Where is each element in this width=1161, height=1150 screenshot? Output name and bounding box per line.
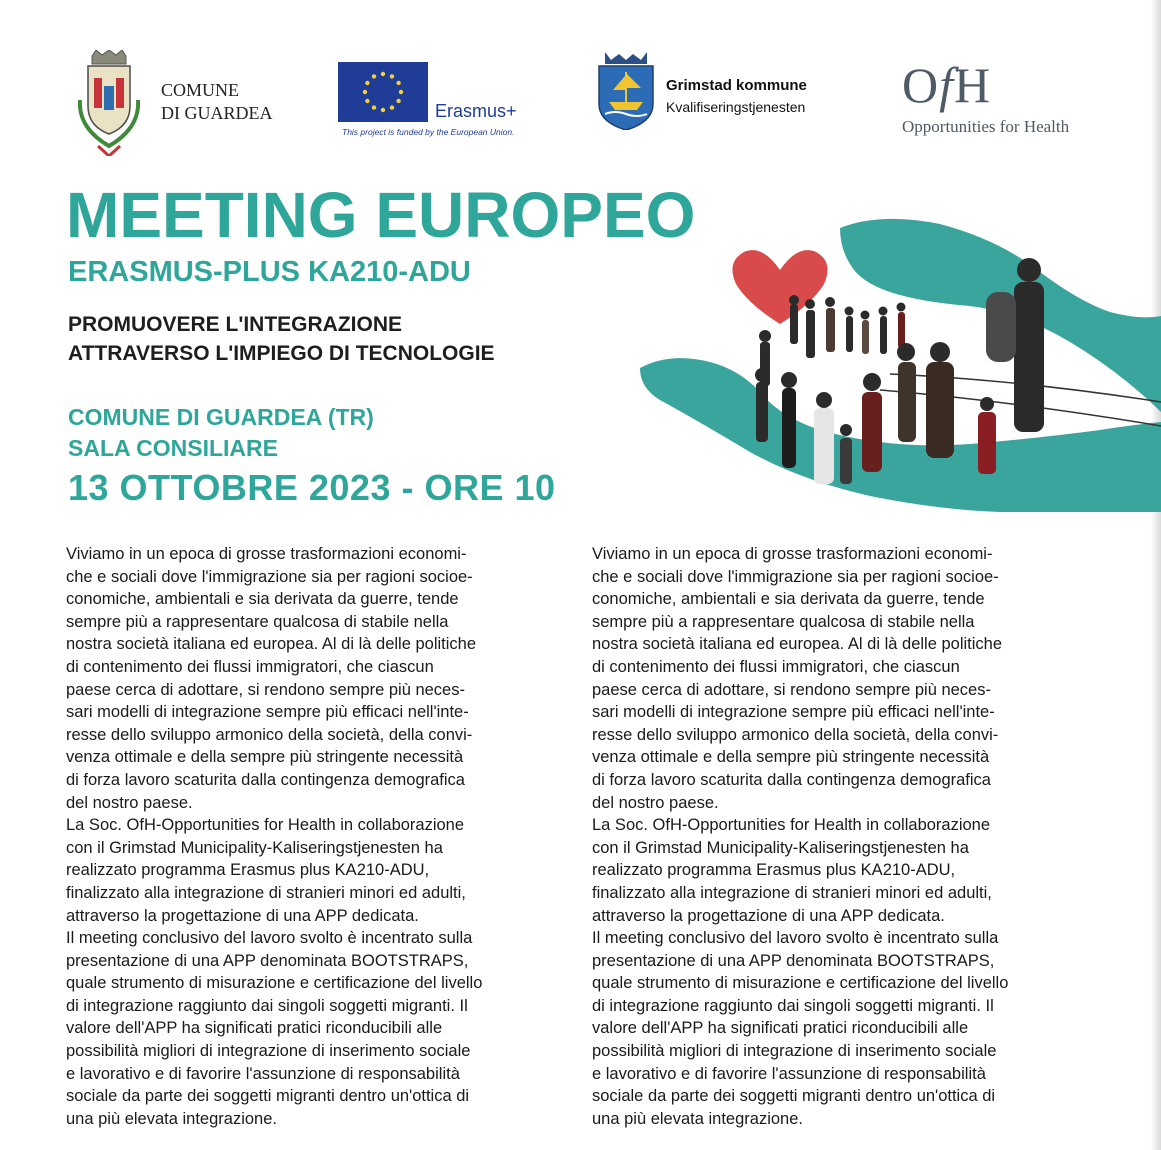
- body-line: conomiche, ambientali e sia derivata da guerre, tende: [592, 590, 985, 609]
- body-line: Viviamo in un epoca di grosse trasformazioni economi-: [66, 545, 467, 563]
- body-line: presentazione di una APP denominata BOOTSTRAPS,: [66, 951, 469, 970]
- eu-flag-icon: [338, 62, 428, 122]
- comune-line-2: DI GUARDEA: [161, 103, 273, 123]
- body-line: e lavorativo e di favorire l'assunzione di responsabilità: [592, 1064, 986, 1083]
- body-line: Viviamo in un epoca di grosse trasformazioni economi-: [592, 545, 993, 563]
- body-line: del nostro paese.: [66, 793, 193, 812]
- grimstad-name: Grimstad kommune: [666, 77, 807, 94]
- page-title: MEETING EUROPEO: [66, 179, 696, 251]
- body-line: possibilità migliori di integrazione di inserimento sociale: [66, 1042, 471, 1061]
- body-line: e lavorativo e di favorire l'assunzione di responsabilità: [66, 1064, 460, 1083]
- body-line: quale strumento di misurazione e certificazione del livello: [66, 974, 483, 993]
- body-line: con il Grimstad Municipality-Kaliseringstjenesten ha: [66, 838, 443, 857]
- body-line: attraverso la progettazione di una APP dedicata.: [592, 906, 945, 925]
- body-line: paese cerca di adottare, si rendono sempre più neces-: [592, 680, 991, 699]
- body-line: di contenimento dei flussi immigratori, che ciascun: [66, 657, 434, 676]
- body-line: resse dello sviluppo armonico della società, della convi-: [66, 725, 473, 744]
- page-edge-shadow: [1151, 0, 1161, 1150]
- body-line: di forza lavoro scaturita dalla contingenza demografica: [66, 770, 465, 789]
- body-line: conomiche, ambientali e sia derivata da guerre, tende: [66, 590, 459, 609]
- body-line: sari modelli di integrazione sempre più efficaci nell'inte-: [592, 703, 995, 722]
- body-line: nostra società italiana ed europea. Al di là delle politiche: [66, 635, 477, 654]
- comune-name: [161, 79, 273, 125]
- ofh-mark-f: f: [939, 57, 955, 113]
- body-line: La Soc. OfH-Opportunities for Health in collaborazione: [592, 816, 991, 835]
- body-line: possibilità migliori di integrazione di inserimento sociale: [592, 1042, 997, 1061]
- grimstad-unit: Kvalifiseringstjenesten: [666, 99, 806, 115]
- body-line: una più elevata integrazione.: [66, 1109, 277, 1128]
- body-line: Il meeting conclusivo del lavoro svolto è incentrato sulla: [66, 929, 473, 948]
- body-line: Il meeting conclusivo del lavoro svolto è incentrato sulla: [592, 929, 999, 948]
- body-line: nostra società italiana ed europea. Al di là delle politiche: [592, 635, 1003, 654]
- body-line: valore dell'APP ha significati pratici riconducibili alle: [592, 1019, 969, 1038]
- body-line: realizzato programma Erasmus plus KA210-ADU,: [592, 861, 956, 880]
- body-line: realizzato programma Erasmus plus KA210-ADU,: [66, 861, 430, 880]
- venue-line-1: COMUNE DI GUARDEA (TR): [68, 404, 374, 430]
- tagline-line-1: PROMUOVERE L'INTEGRAZIONE: [68, 313, 403, 336]
- comune-line-1: COMUNE: [161, 80, 240, 100]
- body-line: del nostro paese.: [592, 793, 719, 812]
- body-line: di contenimento dei flussi immigratori, che ciascun: [592, 657, 960, 676]
- body-line: una più elevata integrazione.: [592, 1109, 803, 1128]
- venue: [68, 402, 374, 464]
- body-line: La Soc. OfH-Opportunities for Health in collaborazione: [66, 816, 465, 835]
- body-text-left: [66, 543, 566, 1130]
- body-line: di integrazione raggiunto dai singoli soggetti migranti. Il: [592, 996, 994, 1015]
- ofh-logo-mark: [902, 58, 991, 112]
- body-line: resse dello sviluppo armonico della società, della convi-: [592, 725, 999, 744]
- body-text-right: [592, 543, 1092, 1130]
- body-line: sempre più a rappresentare qualcosa di stabile nella: [592, 612, 975, 631]
- body-line: sempre più a rappresentare qualcosa di stabile nella: [66, 612, 449, 631]
- body-line: che e sociali dove l'immigrazione sia per ragioni socioe-: [66, 567, 473, 586]
- body-line: venza ottimale e della sempre più stringente necessità: [66, 748, 464, 767]
- body-line: quale strumento di misurazione e certificazione del livello: [592, 974, 1009, 993]
- body-line: finalizzato alla integrazione di stranieri minori ed adulti,: [592, 883, 992, 902]
- guardea-crest-icon: [78, 50, 140, 156]
- body-line: di integrazione raggiunto dai singoli soggetti migranti. Il: [66, 996, 468, 1015]
- ofh-name: Opportunities for Health: [902, 117, 1070, 136]
- erasmus-wordmark: Erasmus+: [435, 101, 517, 121]
- body-line: paese cerca di adottare, si rendono sempre più neces-: [66, 680, 465, 699]
- erasmus-funding-note: This project is funded by the European Union.: [342, 127, 515, 137]
- tagline-line-2: ATTRAVERSO L'IMPIEGO DI TECNOLOGIE: [68, 342, 495, 365]
- body-line: sari modelli di integrazione sempre più efficaci nell'inte-: [66, 703, 469, 722]
- body-line: di forza lavoro scaturita dalla contingenza demografica: [592, 770, 991, 789]
- body-line: con il Grimstad Municipality-Kaliseringstjenesten ha: [592, 838, 969, 857]
- ofh-mark-o: O: [902, 57, 940, 113]
- body-line: sociale da parte dei soggetti migranti dentro un'ottica di: [592, 1087, 996, 1106]
- body-line: valore dell'APP ha significati pratici riconducibili alle: [66, 1019, 443, 1038]
- body-line: attraverso la progettazione di una APP dedicata.: [66, 906, 419, 925]
- body-line: presentazione di una APP denominata BOOTSTRAPS,: [592, 951, 995, 970]
- event-datetime: 13 OTTOBRE 2023 - ORE 10: [68, 467, 556, 508]
- body-line: che e sociali dove l'immigrazione sia per ragioni socioe-: [592, 567, 999, 586]
- grimstad-shield-icon: [597, 50, 655, 130]
- body-line: venza ottimale e della sempre più stringente necessità: [592, 748, 990, 767]
- body-line: sociale da parte dei soggetti migranti dentro un'ottica di: [66, 1087, 470, 1106]
- program-subtitle: ERASMUS-PLUS KA210-ADU: [68, 256, 471, 288]
- ofh-mark-h: H: [954, 57, 992, 113]
- hands-migrants-illustration: [640, 212, 1161, 512]
- body-line: finalizzato alla integrazione di stranieri minori ed adulti,: [66, 883, 466, 902]
- venue-line-2: SALA CONSILIARE: [68, 435, 278, 461]
- tagline: [68, 310, 495, 368]
